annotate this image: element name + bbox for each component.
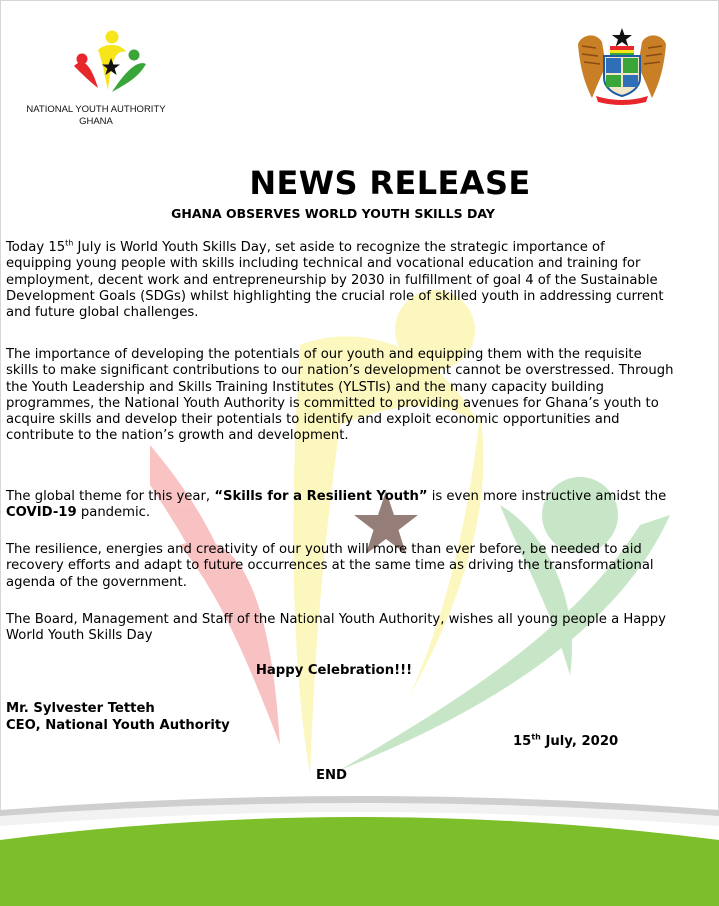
release-date [513, 734, 618, 749]
para1-start: Today 15 [6, 240, 66, 255]
paragraph-wishes: The Board, Management and Staff of the National Youth Authority, wishes all young people a Happy World Youth Skills Day [6, 612, 666, 644]
celebration-line: Happy Celebration!!! [255, 663, 413, 678]
covid-text: COVID-19 [6, 505, 77, 521]
theme-text: “Skills for a Resilient Youth” [214, 489, 428, 504]
end-marker: END [316, 768, 347, 783]
footer-wave [0, 788, 719, 906]
org-name-line2: GHANA [79, 115, 113, 127]
para1-rest: July is World Youth Skills Day, set aside to recognize the strategic importance of equipping young people with skills including technical and vocational education and training for employment, decent work and entrepreneurship by 2030 in fulfillment of goal 4 of the Sustainable Development Goals (SDGs) whilst highlighting the crucial role of skilled youth in addressing current and future global challenges. [6, 240, 664, 321]
paragraph-intro [6, 240, 674, 321]
paragraph-resilience: The resilience, energies and creativity of our youth will more than ever before, be needed to aid recovery efforts and adapt to future occurrences at the same time as driving the transformational agenda of the government. [6, 542, 654, 590]
signatory-title: CEO, National Youth Authority [6, 718, 230, 733]
date-sup: th [531, 732, 541, 742]
para3-mid: is even more instructive amidst the [427, 489, 667, 504]
page-subtitle: GHANA OBSERVES WORLD YOUTH SKILLS DAY [171, 206, 495, 221]
page-title: NEWS RELEASE [249, 164, 531, 202]
para1-sup: th [65, 238, 74, 248]
para3-end: pandemic. [76, 505, 151, 521]
date-rest: July, 2020 [540, 734, 619, 749]
org-name-line1: NATIONAL YOUTH AUTHORITY [26, 104, 166, 115]
paragraph-importance: The importance of developing the potentials of our youth and equipping them with the requisite skills to make significant contributions to our nation’s development cannot be overstressed. Through the Youth Leadership and Skills Training Institutes (YLSTIs) and the many capacity building programmes, the National Youth Authority is committed to providing avenues for Ghana’s youth to acquire skills and develop their potentials to identify and exploit economic opportunities and contribute to the nation’s growth and development. [6, 347, 674, 444]
para3-start: The global theme for this year, [6, 489, 215, 504]
signatory [6, 700, 230, 734]
date-day: 15 [513, 734, 532, 749]
signatory-name: Mr. Sylvester Tetteh [6, 701, 155, 716]
paragraph-theme [6, 489, 674, 522]
